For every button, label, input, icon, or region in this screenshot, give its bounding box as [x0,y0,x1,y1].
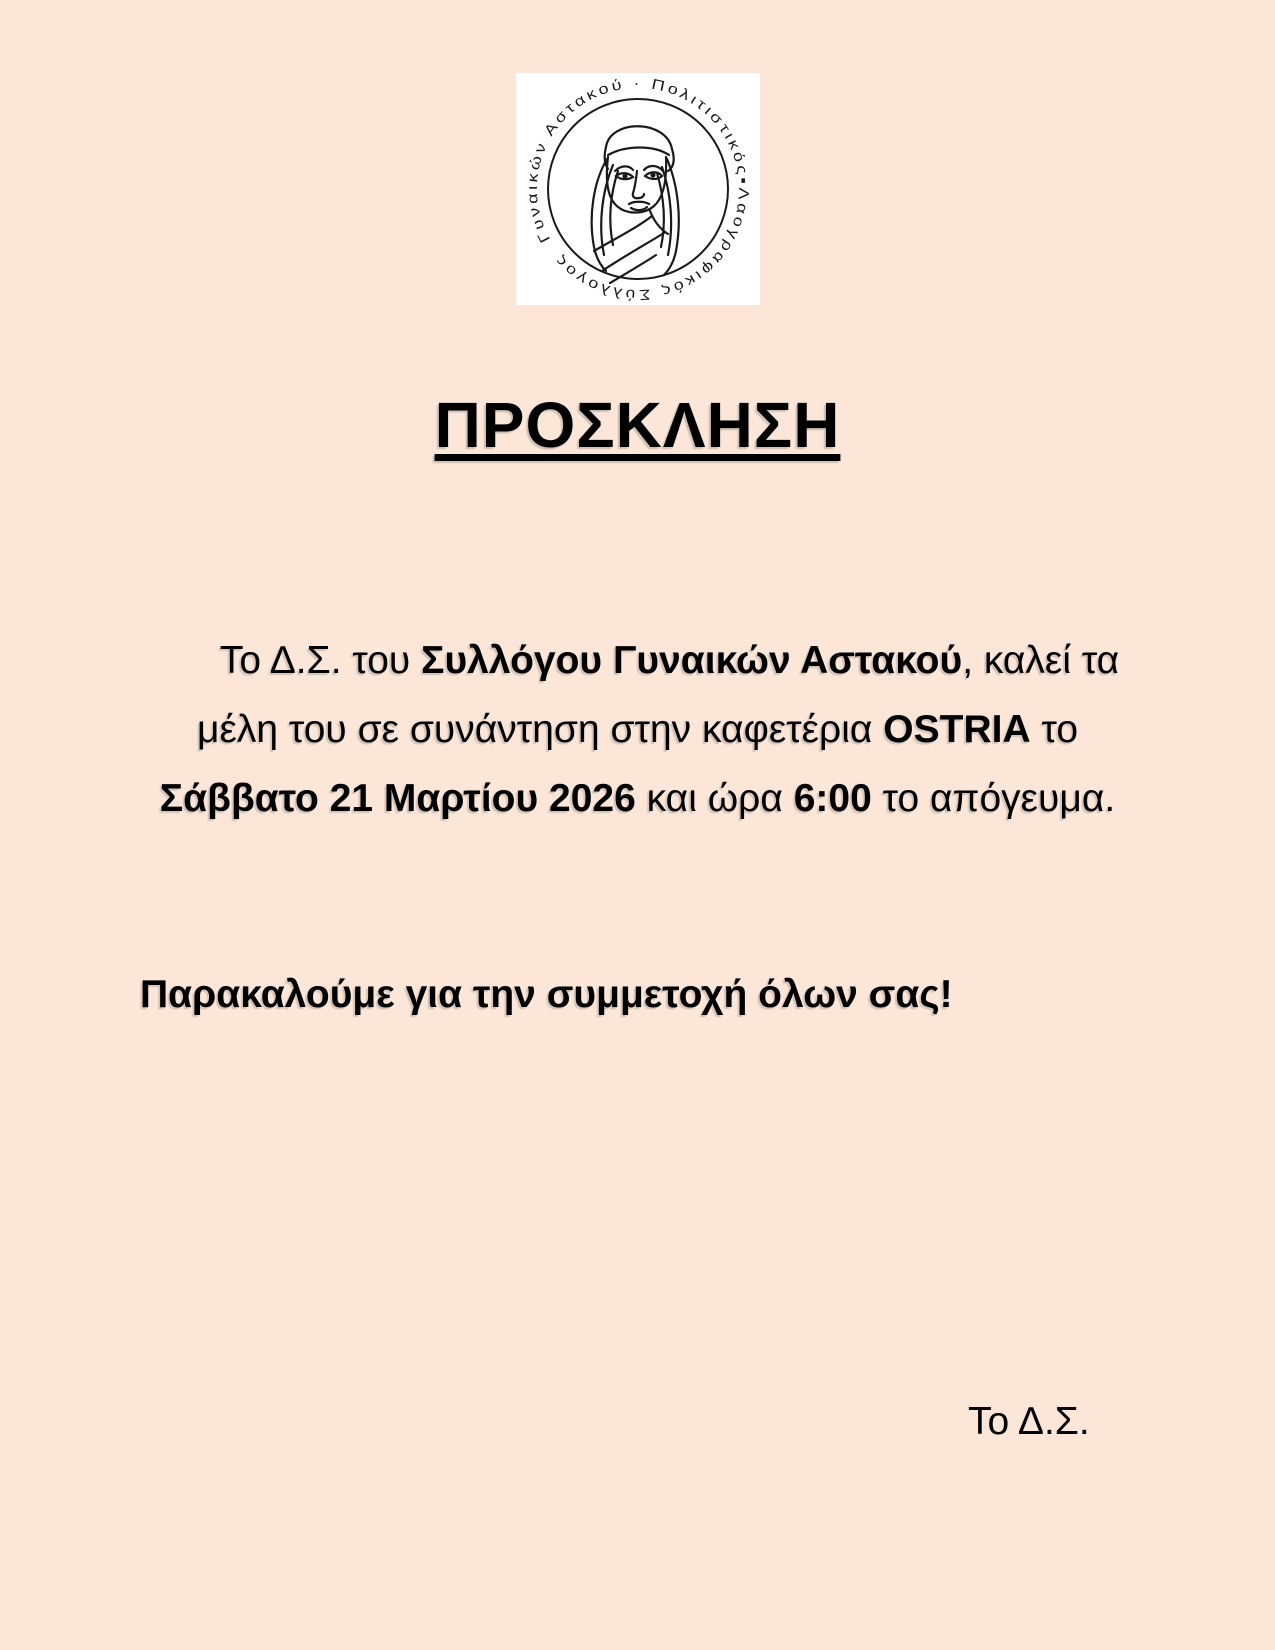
logo-ring-text: Γυναικών Αστακού · Πολιτιστικός▪Λαογραφικός Σύλλογος [524,75,752,303]
association-logo-svg [518,75,758,303]
text-run: μέλη του σε συνάντηση στην καφετέρια [196,708,884,751]
appeal-line: Παρακαλούμε για την συμμετοχή όλων σας! [140,973,953,1016]
paragraph-line [120,626,1155,695]
bold-text-run: OSTRIA [883,708,1031,751]
text-run: το [1030,708,1079,751]
logo-ring-text-container [525,76,751,302]
paragraph-line [120,695,1155,764]
text-run: , καλεί τα [962,639,1120,682]
signature: Το Δ.Σ. [968,1400,1090,1443]
association-logo [516,73,760,305]
paragraph-line [120,764,1155,833]
text-run: και ώρα [635,777,794,820]
bold-text-run: Συλλόγου Γυναικών Αστακού [421,639,963,682]
text-run: Το Δ.Σ. του [219,639,422,682]
page-title-text: ΠΡΟΣΚΛΗΣΗ [434,389,841,461]
text-run: το απόγευμα. [871,777,1116,820]
bold-text-run: 6:00 [793,777,872,820]
woman-portrait-sketch-icon [592,126,679,283]
invitation-paragraph [120,626,1155,833]
page-title [0,388,1275,462]
bold-text-run: Σάββατο 21 Μαρτίου 2026 [159,777,636,820]
